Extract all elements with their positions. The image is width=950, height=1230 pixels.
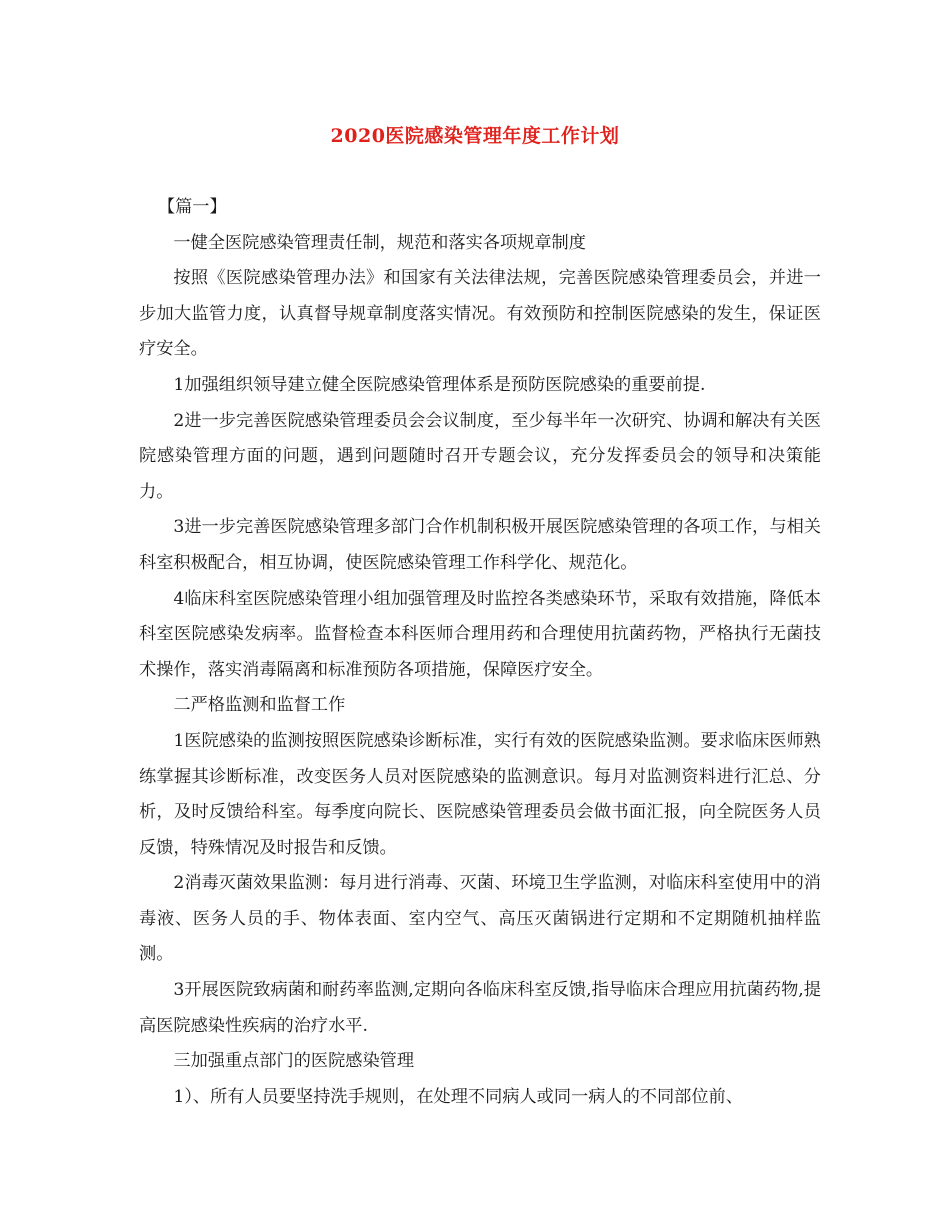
paragraph: 2进一步完善医院感染管理委员会会议制度，至少每半年一次研究、协调和解决有关医院感染管理方面的问题，遇到问题随时召开专题会议，充分发挥委员会的领导和决策能力。	[139, 410, 821, 502]
document-title: 2020医院感染管理年度工作计划	[330, 125, 620, 147]
document-body	[139, 190, 821, 1115]
paragraph: 3进一步完善医院感染管理多部门合作机制积极开展医院感染管理的各项工作，与相关科室积极配合，相互协调，使医院感染管理工作科学化、规范化。	[139, 517, 821, 573]
paragraph: 1加强组织领导建立健全医院感染管理体系是预防医院感染的重要前提.	[173, 374, 706, 395]
section-tag: 【篇一】	[157, 197, 227, 217]
paragraph: 3开展医院致病菌和耐药率监测,定期向各临床科室反馈,指导临床合理应用抗菌药物,提高医院感染性疾病的治疗水平.	[139, 980, 821, 1036]
paragraph: 4临床科室医院感染管理小组加强管理及时监控各类感染环节，采取有效措施，降低本科室医院感染发病率。监督检查本科医师合理用药和合理使用抗菌药物，严格执行无菌技术操作，落实消毒隔离和标准预防各项措施，保障医疗安全。	[139, 588, 821, 680]
paragraph: 2消毒灭菌效果监测：每月进行消毒、灭菌、环境卫生学监测，对临床科室使用中的消毒液、医务人员的手、物体表面、室内空气、高压灭菌锅进行定期和不定期随机抽样监测。	[139, 873, 821, 965]
section-heading-3: 三加强重点部门的医院感染管理	[173, 1051, 415, 1072]
paragraph: 按照《医院感染管理办法》和国家有关法律法规，完善医院感染管理委员会，并进一步加大监管力度，认真督导规章制度落实情况。有效预防和控制医院感染的发生，保证医疗安全。	[139, 268, 821, 360]
paragraph: 1）、所有人员要坚持洗手规则，在处理不同病人或同一病人的不同部位前、	[173, 1086, 743, 1107]
section-heading-1: 一健全医院感染管理责任制，规范和落实各项规章制度	[173, 232, 586, 253]
paragraph: 1医院感染的监测按照医院感染诊断标准，实行有效的医院感染监测。要求临床医师熟练掌握其诊断标准，改变医务人员对医院感染的监测意识。每月对监测资料进行汇总、分析，及时反馈给科室。每季度向院长、医院感染管理委员会做书面汇报，向全院医务人员反馈，特殊情况及时报告和反馈。	[139, 730, 821, 858]
section-heading-2: 二严格监测和监督工作	[173, 695, 346, 716]
